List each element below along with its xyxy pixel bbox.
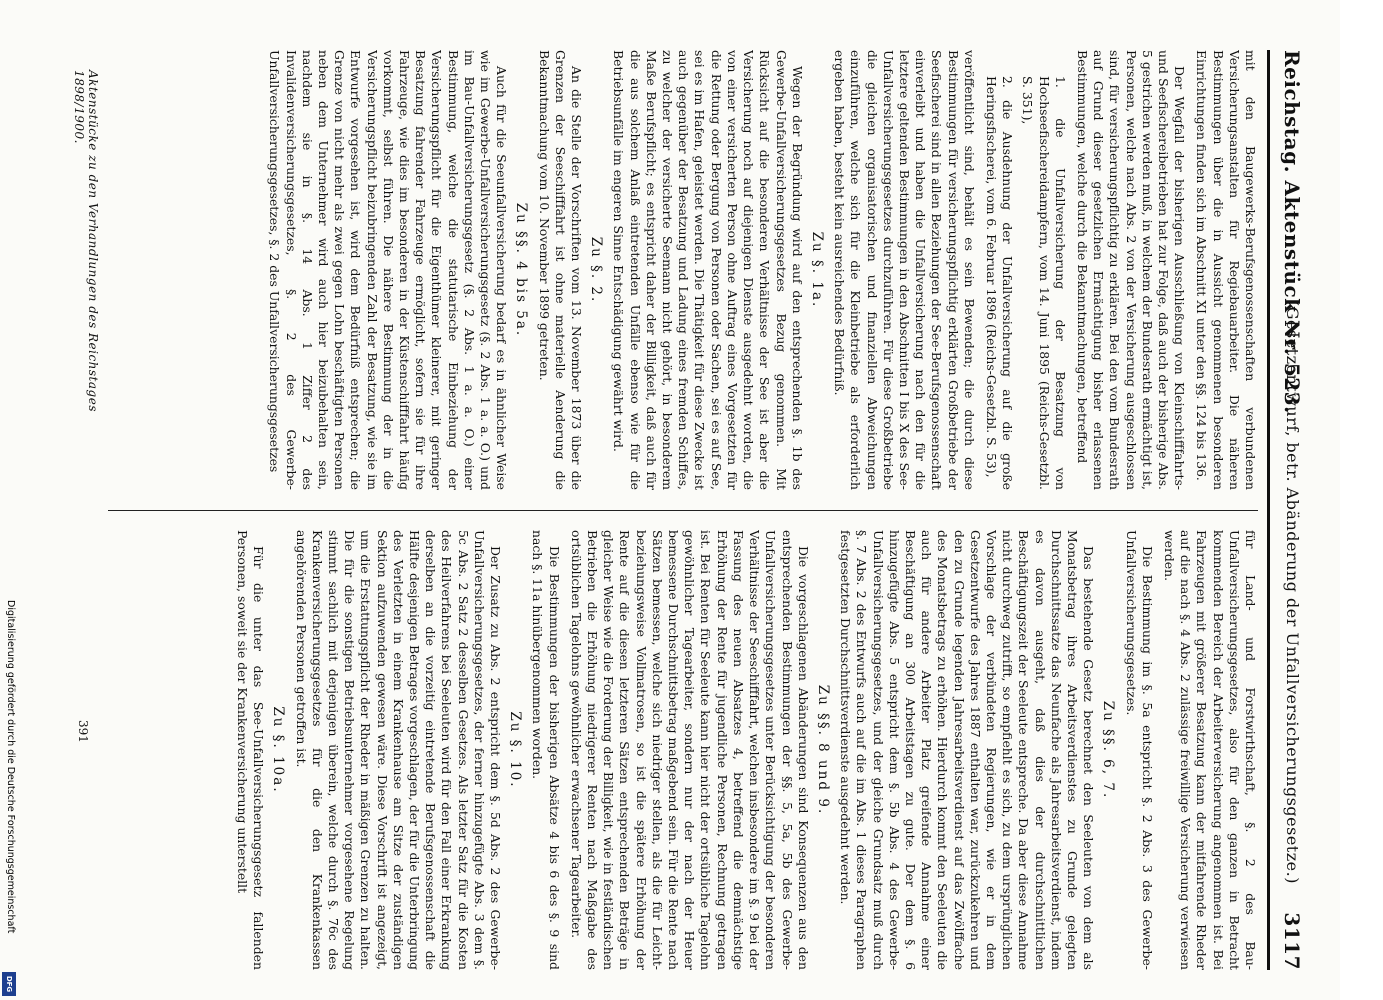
section-heading: Zu §§. 4 bis 5a. [513, 202, 530, 338]
paragraph: Der Zusatz zu Abs. 2 entspricht dem §. 5d Abs. 2 des Gewerbe-Unfallversicherungsgesetzes, der ferner hinzugefügte Abs. 3 dem §. 5c Abs. 2 Satz 2 desselben Gesetzes. Als letzter Satz für die Kosten des Heilverfahrens bei Seeleuten wird für den Fall einer Erkrankung derselben an die vorzeitig eintretende Berufsgenossenschaft die Hälfte desjenigen Betrages vorgeschlagen, der für die Unterbringung des Verletzten in einem Krankenhause am Sitze der zuständigen Sektion aufzuwenden gewesen wäre. Diese Vorschrift ist angezeigt, um die Erstattungspflicht der Rheder in mäßigen Grenzen zu halten. Die für die sonstigen Betriebsunternehmer vorgesehene Regelung stimmt sachlich mit derjenigen überein, welche durch §. 76c des Krankenversicherungsgesetzes für die den Krankenkassen angehörenden Personen getroffen ist. [293, 530, 504, 970]
paragraph: Für die unter das See-Unfallversicherungsgesetz fallenden Personen, soweit sie der Krankenversicherung unterstellt [235, 530, 267, 970]
list-number: 2. [1000, 76, 1016, 101]
right-column [58, 530, 1258, 970]
paragraph: Das bestehende Gesetz berechnet den Seeleuten von dem als Monatsbetrag ihres Arbeitsverdienstes zu Grunde gelegten Durchschnittssatze das Neunfache als Jahresarbeitsverdienst, indem es davon ausgeht, daß dies der durchschnittlichen Beschäftigungszeit der Seeleute entspreche. Da aber diese Annahme nicht durchweg zutrifft, so empfiehlt es sich, zu dem ursprünglichen Vorschlage der verbündeten Regierungen, wie er in dem Gesetzentwurfe des Jahres 1887 enthalten war, zurückzukehren und den zu Grunde legenden Jahresarbeitsverdienst auf das Zwölffache des Monatsbetrags zu erhöhen. Hierdurch kommt den Seeleuten die auch für andere Arbeiter Platz greifende Annahme einer Beschäftigung an 300 Arbeitstagen zu gute. Der dem §. 6 hinzugefügte Abs. 5 entspricht dem §. 5b Abs. 4 des Gewerbe-Unfallversicherungsgesetzes, und der gleiche Grundsatz muß durch §. 7 Abs. 2 des Entwurfs auch auf die im Abs. 1 dieses Paragraphen festgesetzten Durchschnittsverdienste ausgedehnt werden. [838, 530, 1097, 970]
header-page-number: 3117 [1280, 912, 1304, 970]
paragraph: Auch für die Seeunfallversicherung bedarf es in ähnlicher Weise wie im Gewerbe-Unfallversicherungsgesetz (§. 2 Abs. 1 a. a. O.) und im Bau-Unfallversicherungsgesetz (§. 2 Abs. 1 a. a. O.) einer Bestimmung, welche die statutarische Einbeziehung der Versicherungspflicht für die Eigenthümer kleinerer, mit geringer Besatzung fahrender Fahrzeuge ermöglicht, sofern sie für ihre Fahrzeuge, wie dies im besonderen in der Küstenschifffahrt häufig vorkommt, selbst führen. Die nähere Bestimmung der in die Versicherungspflicht beizubringenden Zahl der Besatzung, wie sie im Entwurfe vorgesehen ist, wird dem Bedürfniß entsprechen; die Grenze von nicht mehr als zwei gegen Lohn beschäftigten Personen neben dem Unternehmer wird auch hier beizubehalten sein, nachdem sie in §. 14 Abs. 1 Ziffer 2 des Invalidenversicherungsgesetzes, §. 2 des Gewerbe-Unfallversicherungsgesetzes, §. 2 des Unfallversicherungsgesetzes [267, 50, 510, 490]
list-item [983, 76, 1015, 490]
numbered-list [983, 50, 1068, 490]
paragraph: Die Bestimmung im §. 5a entspricht §. 2 Abs. 3 des Gewerbe-Unfallversicherungsgesetzes. [1123, 530, 1155, 970]
list-text: die Ausdehnung der Unfallversicherung auf die große Heringsfischerei, vom 6. Februar 1896 (Reichs-Gesetzbl. S. 53), [983, 76, 1016, 490]
dfg-logo-icon [2, 972, 16, 996]
paragraph: veröffentlicht sind, behält es sein Bewenden; die durch diese Bestimmungen für versicherungspflichtig erklärten Großbetriebe der Seefischerei sind in allen Beziehungen der See-Berufsgenossenschaft einverleibt und haben die Unfallversicherung nach den für die letztere geltenden Bestimmungen in den Abschnitten I bis X des See-Unfallversicherungsgesetzes durchzuführen. Für diese Großbetriebe die gleichen organisatorischen und finanziellen Abweichungen einzuführen, welche sich für die Kleinbetriebe als erforderlich ergeben haben, besteht kein ausreichendes Bedürfniß. [832, 50, 977, 490]
paragraph: Die vorgeschlagenen Abänderungen sind Konsequenzen aus den entsprechenden Bestimmungen der §§. 5, 5a, 5b des Gewerbe-Unfallversicherungsgesetzes unter Berücksichtigung der besonderen Verhältnisse der Seeschifffahrt, welchen insbesondere im §. 9 bei der Fassung des neuen Absatzes 4, betreffend die demnächstige Erhöhung der Rente für jugendliche Personen, Rechnung getragen ist. Bei Renten für Seeleute kann hier nicht der ortsübliche Tagelohn gewöhnlicher Tagearbeiter, sondern nur der nach der Heuer bemessene Durchschnittsbetrag maßgebend sein. Für die Rente nach Sätzen bemessen, welche sich niedriger stellen, als die für Leicht- beziehungsweise Vollmatrosen, so ist die spätere Erhöhung der Rente auf die diesen letzteren Sätzen entsprechenden Beträge in gleicher Weise wie die Forderung der Billigkeit, wie in festländischen Betrieben die Erhöhung niedrigerer Renten nach Maßgabe des ortsüblichen Tagelohns gewöhnlicher erwachsener Tagearbeiter. [568, 530, 811, 970]
page-header [1267, 50, 1310, 970]
list-item [1019, 76, 1068, 490]
dfg-logo-text: DFG [5, 975, 13, 993]
section-heading: Zu §. 10a. [270, 706, 287, 794]
section-heading: Zu §. 2. [588, 236, 605, 304]
section-heading: Zu §§. 6, 7. [1100, 700, 1117, 800]
paragraph: Der Wegfall der bisherigen Ausschließung von Kleinschifffahrts- und Seefischereibetrieben hat zur Folge, daß auch der bisherige Abs. 5 gestrichen werden muß, in welchem der Bundesrath ermächtigt ist, Personen, welche nach Abs. 2 von der Versicherung ausgeschlossen sind, für versicherungspflichtig zu erklären. Bei den vom Bundesrath auf Grund dieser gesetzlichen Ermächtigung bisher erlassenen Bestimmungen, welche durch die Bekanntmachungen, betreffend [1074, 50, 1188, 490]
paragraph: Wegen der Begründung wird auf den entsprechenden §. 1b des Gewerbe-Unfallversicherungsgesetzes Bezug genommen. Mit Rücksicht auf die besonderen Verhältnisse der See ist aber die Versicherung noch auf diejenigen Dienste ausgedehnt worden, die von einer versicherten Person ohne Auftrag eines Vorgesetzten für die Rettung oder Bergung von Personen oder Sachen, sei es auf See, sei es im Hafen, geleistet werden. Die Thätigkeit für diese Zwecke ist auch gegenüber der Besatzung und Ladung eines fremden Schiffes, zu welcher der versicherte Seemann nicht gehört, in besonderem Maße Berufspflicht; es entspricht daher der Billigkeit, daß auch für die aus solchem Anlaß eintretenden Unfälle ebenso wie für die Betriebsunfälle im engeren Sinne Entschädigung gewährt wird. [611, 50, 805, 490]
paragraph: An die Stelle der Vorschriften vom 13. November 1873 über die Grenzen der Seeschifffahrt ist ohne materielle Aenderung die Bekanntmachung vom 10. November 1899 getreten. [536, 50, 585, 490]
header-title: Reichstag. Aktenstück Nr. 523. [1280, 50, 1304, 414]
section-heading: Zu §. 1a. [808, 231, 825, 309]
footer-source: Aktenstücke zu den Verhandlungen des Reichstages 1898/1900. [72, 70, 100, 412]
paragraph: mit den Baugewerks-Berufsgenossenschaften verbundenen Versicherungsanstalten für Regiebauarbeiter. Die näheren Bestimmungen über die in Aussicht genommenen besonderen Einrichtungen finden sich im Abschnitt XI unter den §§. 124 bis 136. [1194, 50, 1258, 490]
list-text: die Unfallversicherung der Besatzung von Hochseefischereidampfern, vom 14. Juni 1895 (Reichs-Gesetzbl. S. 351), [1020, 76, 1068, 490]
header-subtitle: (Gesetzentwurf, betr. Abänderung der Unfallversicherungsgesetze.) [1283, 300, 1302, 884]
section-heading: Zu §§. 8 und 9. [814, 684, 831, 816]
footer-page-number: 391 [76, 720, 90, 743]
column-divider [108, 510, 1258, 511]
section-heading: Zu §. 10. [507, 711, 524, 789]
paragraph: für Land- und Forstwirthschaft, §. 2 des Bau-Unfallversicherungsgesetzes, also für den ganzen in Betracht kommenden Bereich der Arbeiterversicherung angenommen ist. Bei Fahrzeugen mit größerer Besatzung kann der mitfahrende Rheder auf die nach §. 4 Abs. 2 zulässige freiwillige Versicherung verwiesen werden. [1161, 530, 1258, 970]
left-column [58, 50, 1258, 490]
paragraph: Die Bestimmungen der bisherigen Absätze 4 bis 6 des §. 9 sind nach §. 11a hinübergenommen worden. [530, 530, 562, 970]
digitization-credit: Digitalisierung gefördert durch die Deutsche Forschungsgemeinschaft [5, 600, 16, 934]
list-number: 1. [1052, 76, 1068, 119]
